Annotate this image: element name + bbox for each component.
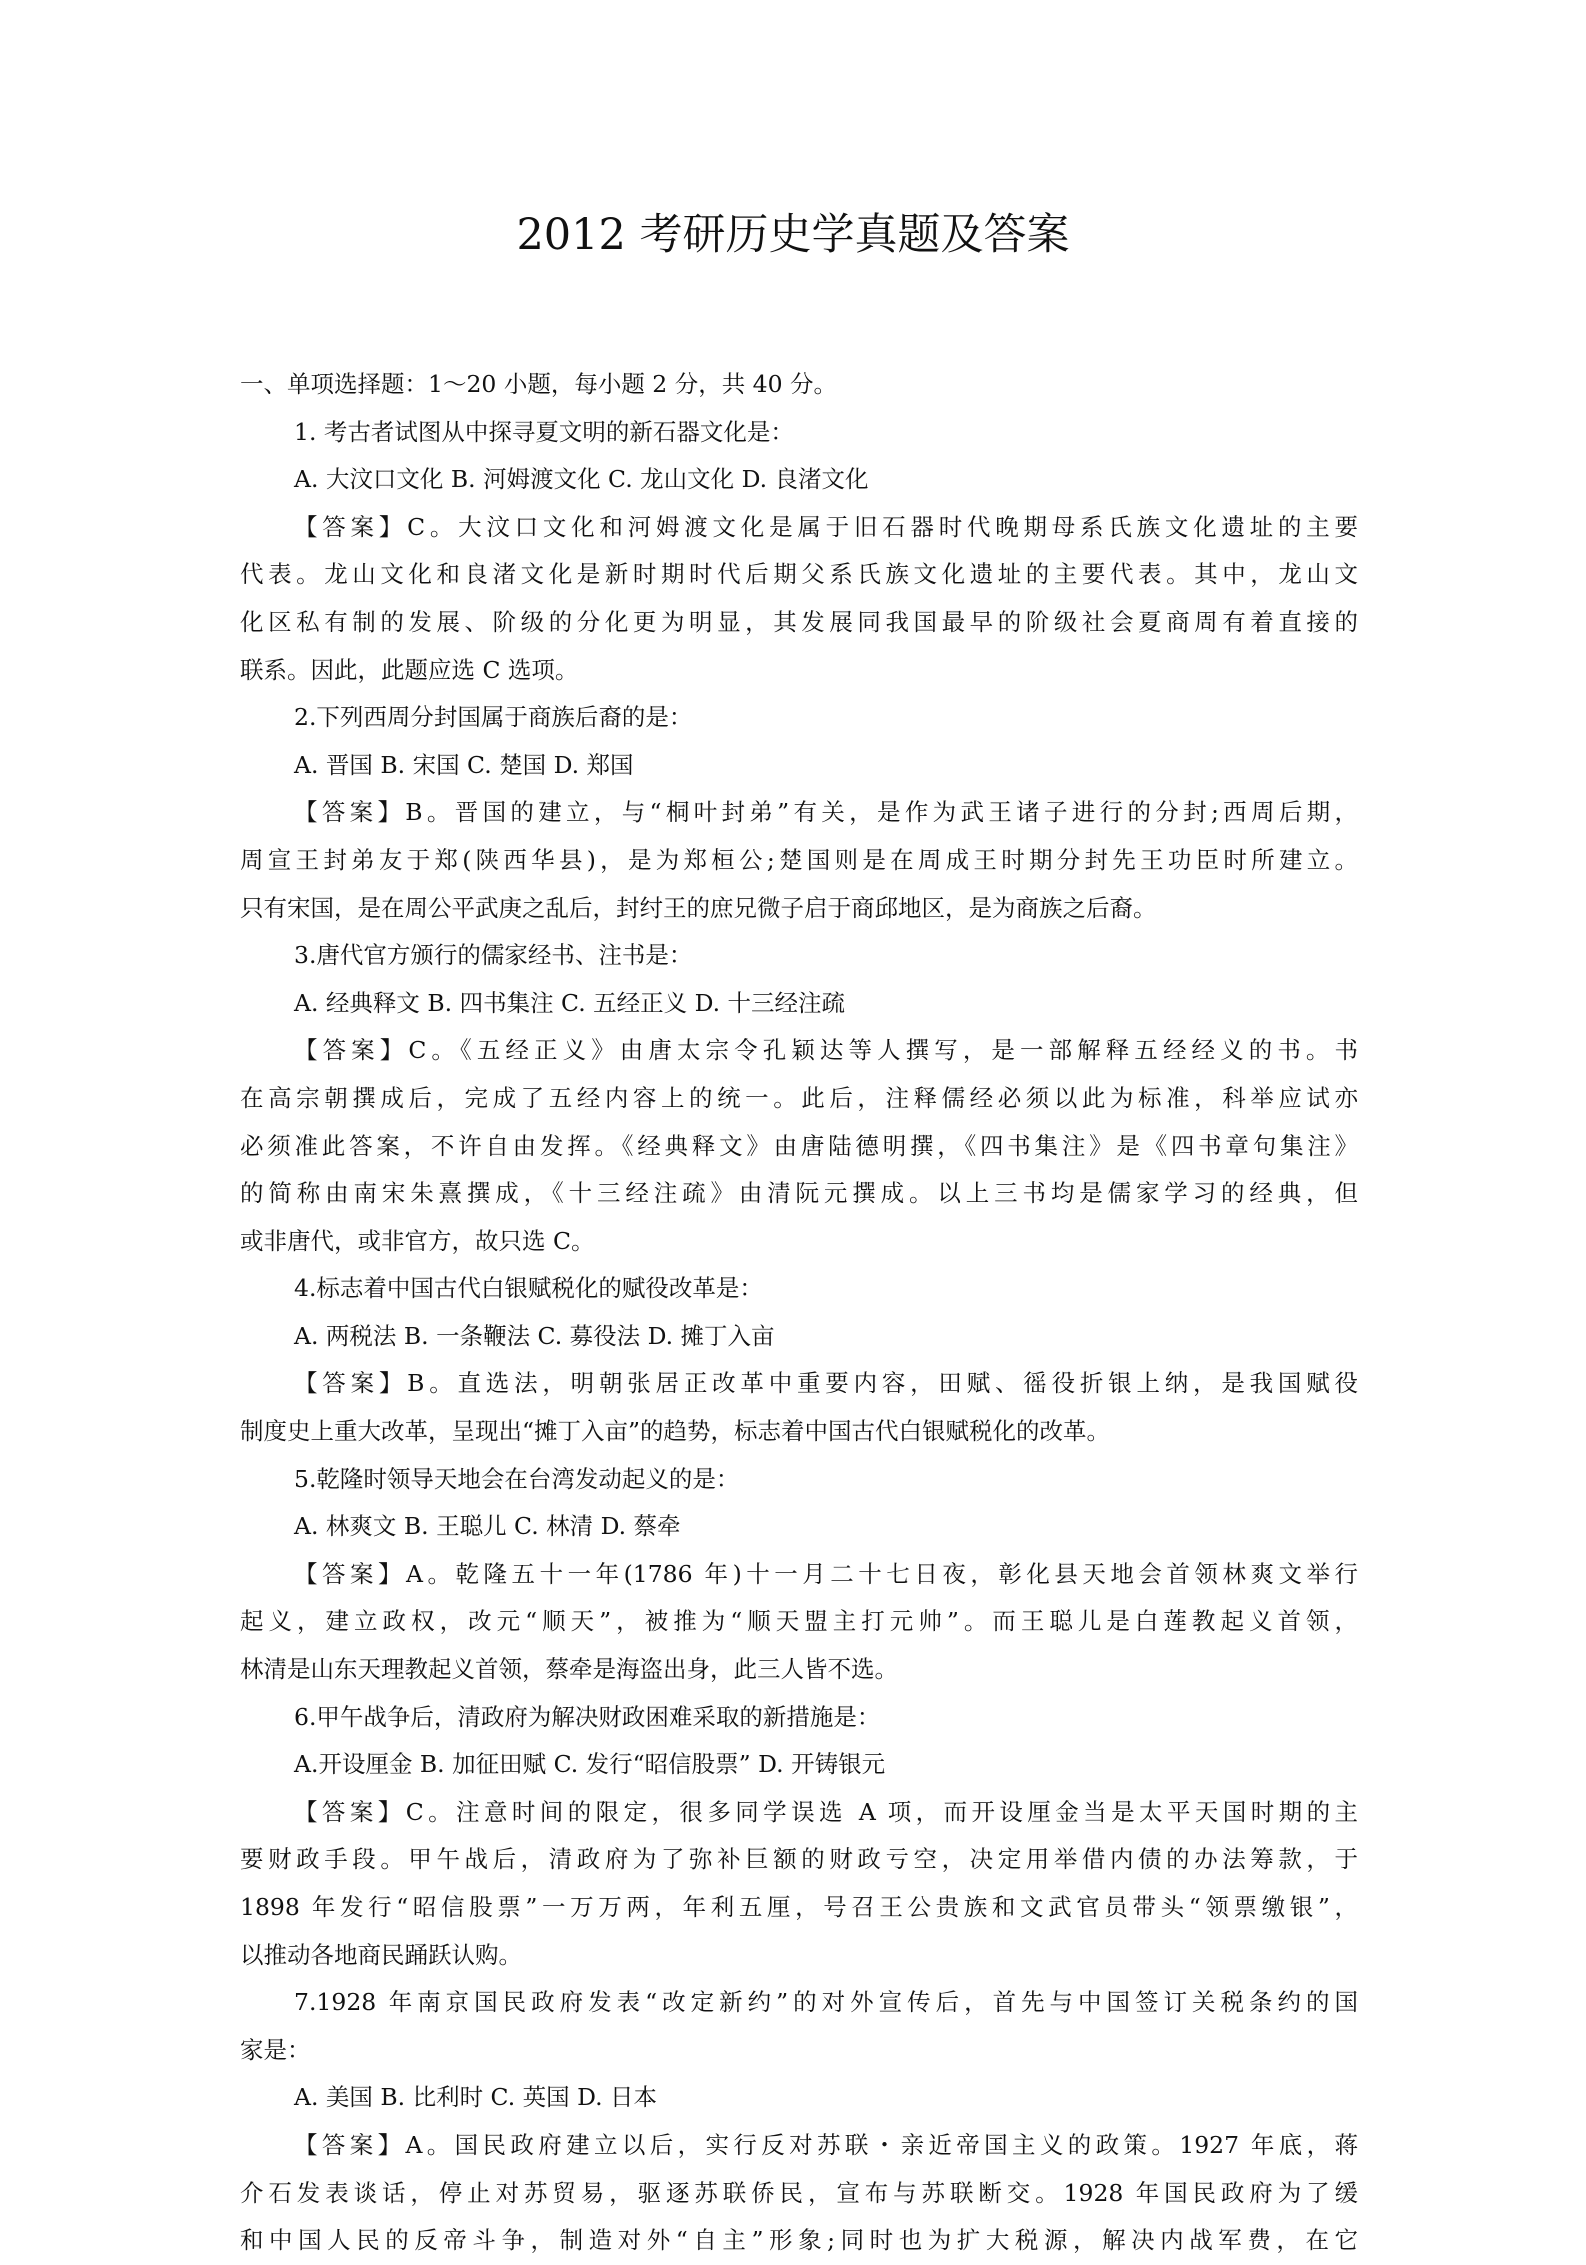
text-line: 3.唐代官方颁行的儒家经书、注书是： (294, 941, 693, 970)
text-line: 【答案】A。国民政府建立以后，实行反对苏联・亲近帝国主义的政策。1927 年底，蒋 (294, 2130, 1358, 2159)
text-line: A.开设厘金 B. 加征田赋 C. 发行“昭信股票” D. 开铸银元 (294, 1750, 886, 1779)
text-line: 只有宋国，是在周公平武庚之乱后，封纣王的庶兄微子启于商邱地区，是为商族之后裔。 (240, 893, 1157, 922)
text-line: 或非唐代，或非官方，故只选 C。 (240, 1226, 595, 1255)
document-title: 2012 考研历史学真题及答案 (516, 210, 1070, 260)
text-line: 家是： (240, 2035, 311, 2064)
text-line: 4.标志着中国古代白银赋税化的赋役改革是： (294, 1274, 763, 1303)
text-line: 【答案】C。《五经正义》由唐太宗令孔颖达等人撰写，是一部解释五经经义的书。书 (294, 1036, 1358, 1065)
text-line: 的简称由南宋朱熹撰成，《十三经注疏》由清阮元撰成。以上三书均是儒家学习的经典，但 (240, 1179, 1358, 1208)
text-line: A. 林爽文 B. 王聪儿 C. 林清 D. 蔡牵 (294, 1512, 681, 1541)
text-line: 【答案】B。晋国的建立，与“桐叶封弟”有关，是作为武王诸子进行的分封;西周后期， (294, 798, 1358, 827)
text-line: 【答案】A。乾隆五十一年(1786 年)十一月二十七日夜，彰化县天地会首领林爽文举行 (294, 1559, 1358, 1588)
text-line: A. 大汶口文化 B. 河姆渡文化 C. 龙山文化 D. 良渚文化 (294, 465, 869, 494)
text-line: 以推动各地商民踊跃认购。 (240, 1940, 522, 1969)
text-line: 介石发表谈话，停止对苏贸易，驱逐苏联侨民，宣布与苏联断交。1928 年国民政府为了缓 (240, 2178, 1358, 2207)
text-line: 联系。因此，此题应选 C 选项。 (240, 655, 579, 684)
text-line: 【答案】B。直选法，明朝张居正改革中重要内容，田赋、徭役折银上纳，是我国赋役 (294, 1369, 1358, 1398)
text-line: 【答案】C。注意时间的限定，很多同学误选 A 项，而开设厘金当是太平天国时期的主 (294, 1797, 1358, 1826)
text-line: 要财政手段。甲午战后，清政府为了弥补巨额的财政亏空，决定用举借内债的办法筹款，于 (240, 1845, 1358, 1874)
text-line: A. 晋国 B. 宋国 C. 楚国 D. 郑国 (294, 750, 634, 779)
text-line: 化区私有制的发展、阶级的分化更为明显，其发展同我国最早的阶级社会夏商周有着直接的 (240, 607, 1358, 636)
text-line: 一、单项选择题：1～20 小题，每小题 2 分，共 40 分。 (240, 370, 838, 398)
text-line: 1898 年发行“昭信股票”一万万两，年利五厘，号召王公贵族和文武官员带头“领票缴银”， (240, 1893, 1358, 1921)
text-line: 周宣王封弟友于郑(陕西华县)，是为郑桓公;楚国则是在周成王时期分封先王功臣时所建立。 (240, 845, 1358, 874)
text-line: 和中国人民的反帝斗争，制造对外“自主”形象;同时也为扩大税源，解决内战军费，在它 (240, 2226, 1358, 2255)
text-line: 7.1928 年南京国民政府发表“改定新约”的对外宣传后，首先与中国签订关税条约的国 (294, 1988, 1358, 2017)
text-line: 在高宗朝撰成后，完成了五经内容上的统一。此后，注释儒经必须以此为标准，科举应试亦 (240, 1083, 1358, 1112)
text-line: A. 经典释文 B. 四书集注 C. 五经正义 D. 十三经注疏 (294, 988, 846, 1017)
text-line: A. 两税法 B. 一条鞭法 C. 募役法 D. 摊丁入亩 (294, 1321, 775, 1350)
text-line: 1. 考古者试图从中探寻夏文明的新石器文化是： (294, 417, 794, 446)
text-line: 5.乾隆时领导天地会在台湾发动起义的是： (294, 1464, 740, 1493)
text-line: 【答案】C。大汶口文化和河姆渡文化是属于旧石器时代晚期母系氏族文化遗址的主要 (294, 512, 1358, 541)
text-line: 必须准此答案，不许自由发挥。《经典释文》由唐陆德明撰，《四书集注》是《四书章句集注》 (240, 1131, 1358, 1160)
text-line: 起义，建立政权，改元“顺天”，被推为“顺天盟主打元帅”。而王聪儿是白莲教起义首领， (240, 1607, 1358, 1636)
text-line: 林清是山东天理教起义首领，蔡牵是海盗出身，此三人皆不选。 (240, 1655, 898, 1684)
text-line: A. 美国 B. 比利时 C. 英国 D. 日本 (294, 2083, 658, 2112)
text-line: 6.甲午战争后，清政府为解决财政困难采取的新措施是： (294, 1702, 881, 1731)
text-line: 2.下列西周分封国属于商族后裔的是： (294, 703, 693, 732)
text-line: 代表。龙山文化和良渚文化是新时期时代后期父系氏族文化遗址的主要代表。其中，龙山文 (240, 560, 1358, 589)
document-body (240, 361, 1358, 2265)
text-line: 制度史上重大改革，呈现出“摊丁入亩”的趋势，标志着中国古代白银赋税化的改革。 (240, 1417, 1111, 1446)
